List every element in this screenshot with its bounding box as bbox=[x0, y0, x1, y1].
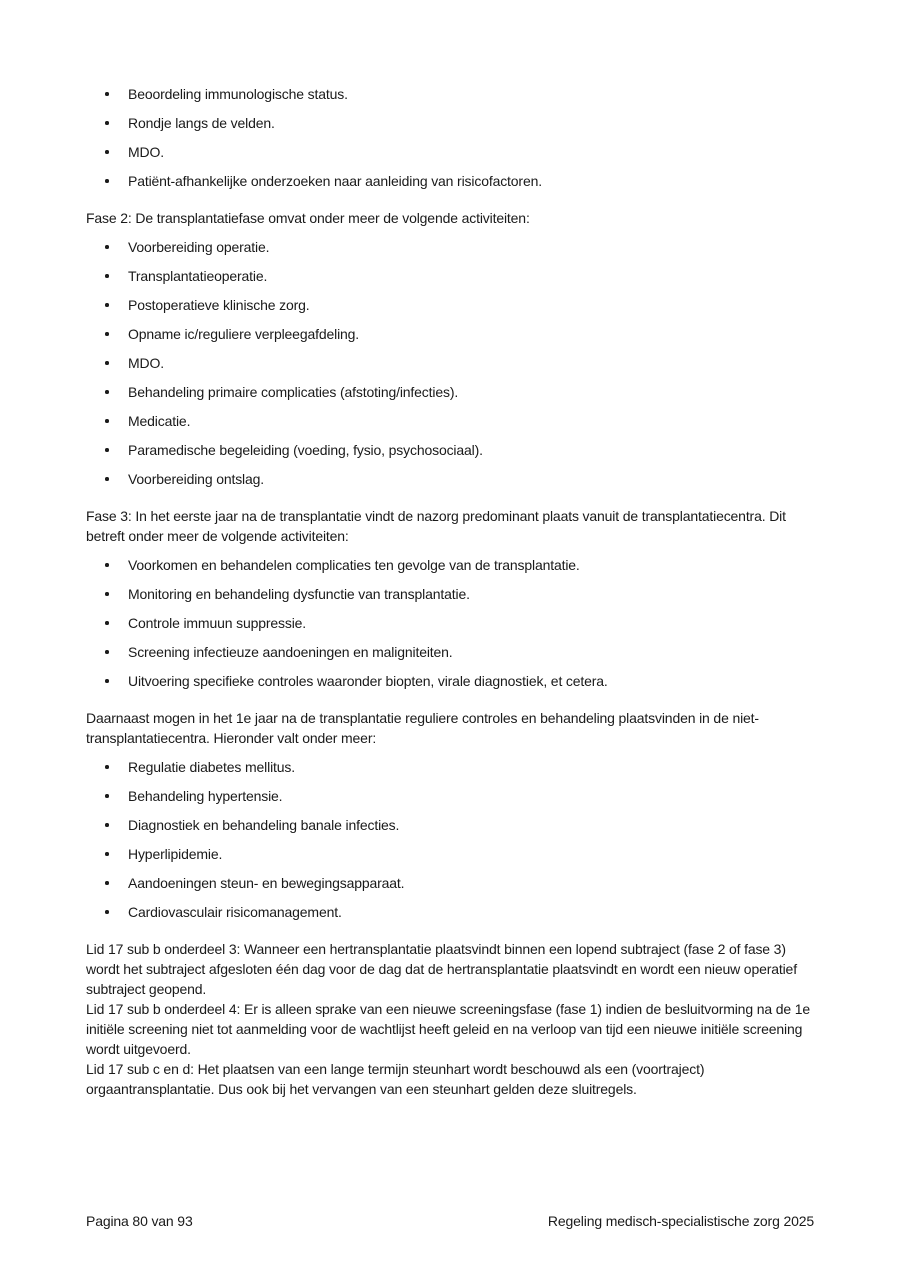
paragraph: Fase 2: De transplantatiefase omvat onder meer de volgende activiteiten: bbox=[86, 210, 530, 226]
list-item-text: MDO. bbox=[128, 144, 164, 160]
bullet-icon bbox=[105, 361, 109, 365]
bullet-icon bbox=[105, 150, 109, 154]
footer-document-title: Regeling medisch-specialistische zorg 2025 bbox=[547, 1213, 814, 1229]
list-item-text: Opname ic/reguliere verpleegafdeling. bbox=[128, 326, 360, 342]
list-item-text: Patiënt-afhankelijke onderzoeken naar aanleiding van risicofactoren. bbox=[128, 173, 542, 189]
footer-page-number: Pagina 80 van 93 bbox=[86, 1213, 193, 1229]
paragraph: Lid 17 sub b onderdeel 3: Wanneer een hertransplantatie plaatsvindt binnen een lopend subtraject (fase 2 of fase 3) wordt het subtraject afgesloten één dag voor de dag dat de hertransplantatie plaatsvindt en wordt een nieuw operatief subtraject geopend. bbox=[86, 941, 797, 997]
paragraph: Daarnaast mogen in het 1e jaar na de transplantatie reguliere controles en behandeling plaatsvinden in de niet-transplantatiecentra. Hieronder valt onder meer: bbox=[86, 710, 759, 746]
list-item-text: Aandoeningen steun- en bewegingsapparaat. bbox=[128, 875, 405, 891]
paragraph: Fase 3: In het eerste jaar na de transplantatie vindt de nazorg predominant plaats vanuit de transplantatiecentra. Dit betreft onder meer de volgende activiteiten: bbox=[86, 508, 786, 544]
bullet-icon bbox=[105, 794, 109, 798]
bullet-icon bbox=[105, 419, 109, 423]
bullet-list bbox=[86, 237, 814, 489]
list-item-text: Transplantatieoperatie. bbox=[128, 268, 268, 284]
bullet-icon bbox=[105, 852, 109, 856]
bullet-icon bbox=[105, 910, 109, 914]
bullet-icon bbox=[105, 92, 109, 96]
list-item bbox=[86, 266, 814, 286]
list-item bbox=[86, 324, 814, 344]
bullet-icon bbox=[105, 448, 109, 452]
bullet-icon bbox=[105, 563, 109, 567]
bullet-list bbox=[86, 84, 814, 191]
bullet-icon bbox=[105, 477, 109, 481]
list-item-text: Behandeling hypertensie. bbox=[128, 788, 283, 804]
list-item bbox=[86, 642, 814, 662]
list-item-text: Controle immuun suppressie. bbox=[128, 615, 307, 631]
list-item bbox=[86, 815, 814, 835]
list-item-text: Paramedische begeleiding (voeding, fysio, psychosociaal). bbox=[128, 442, 483, 458]
list-item-text: Diagnostiek en behandeling banale infecties. bbox=[128, 817, 400, 833]
list-item-text: Voorbereiding operatie. bbox=[128, 239, 270, 255]
document-body bbox=[86, 0, 814, 1099]
paragraph-group bbox=[86, 939, 814, 1099]
list-item bbox=[86, 411, 814, 431]
bullet-icon bbox=[105, 121, 109, 125]
list-item-text: Screening infectieuze aandoeningen en maligniteiten. bbox=[128, 644, 453, 660]
list-item-text: Voorbereiding ontslag. bbox=[128, 471, 265, 487]
bullet-list bbox=[86, 555, 814, 691]
list-item bbox=[86, 113, 814, 133]
list-item-text: MDO. bbox=[128, 355, 164, 371]
list-item-text: Behandeling primaire complicaties (afstoting/infecties). bbox=[128, 384, 459, 400]
bullet-icon bbox=[105, 303, 109, 307]
list-item-text: Rondje langs de velden. bbox=[128, 115, 275, 131]
bullet-list bbox=[86, 757, 814, 922]
list-item-text: Postoperatieve klinische zorg. bbox=[128, 297, 310, 313]
paragraph: Lid 17 sub b onderdeel 4: Er is alleen sprake van een nieuwe screeningsfase (fase 1) indien de besluitvorming na de 1e initiële screening niet tot aanmelding voor de wachtlijst heeft geleid en na verloop van tijd een nieuwe initiële screening wordt uitgevoerd. bbox=[86, 1001, 810, 1057]
list-item bbox=[86, 353, 814, 373]
list-item bbox=[86, 902, 814, 922]
bullet-icon bbox=[105, 332, 109, 336]
list-item bbox=[86, 873, 814, 893]
list-item bbox=[86, 237, 814, 257]
list-item-text: Cardiovasculair risicomanagement. bbox=[128, 904, 342, 920]
list-item-text: Hyperlipidemie. bbox=[128, 846, 223, 862]
list-item-text: Medicatie. bbox=[128, 413, 191, 429]
bullet-icon bbox=[105, 679, 109, 683]
list-item bbox=[86, 613, 814, 633]
page-footer bbox=[86, 1211, 814, 1231]
bullet-icon bbox=[105, 621, 109, 625]
bullet-icon bbox=[105, 592, 109, 596]
list-item-text: Beoordeling immunologische status. bbox=[128, 86, 348, 102]
list-item bbox=[86, 844, 814, 864]
list-item-text: Uitvoering specifieke controles waaronder biopten, virale diagnostiek, et cetera. bbox=[128, 673, 608, 689]
list-item bbox=[86, 295, 814, 315]
list-item bbox=[86, 757, 814, 777]
list-item bbox=[86, 555, 814, 575]
bullet-icon bbox=[105, 274, 109, 278]
list-item bbox=[86, 671, 814, 691]
bullet-icon bbox=[105, 823, 109, 827]
bullet-icon bbox=[105, 765, 109, 769]
paragraph: Lid 17 sub c en d: Het plaatsen van een lange termijn steunhart wordt beschouwd als een (voortraject) orgaantransplantatie. Dus ook bij het vervangen van een steunhart gelden deze sluitregels. bbox=[86, 1061, 705, 1097]
list-item bbox=[86, 584, 814, 604]
list-item bbox=[86, 382, 814, 402]
list-item bbox=[86, 142, 814, 162]
list-item bbox=[86, 171, 814, 191]
bullet-icon bbox=[105, 245, 109, 249]
bullet-icon bbox=[105, 390, 109, 394]
list-item-text: Monitoring en behandeling dysfunctie van transplantatie. bbox=[128, 586, 470, 602]
list-item bbox=[86, 440, 814, 460]
bullet-icon bbox=[105, 881, 109, 885]
list-item bbox=[86, 84, 814, 104]
bullet-icon bbox=[105, 650, 109, 654]
bullet-icon bbox=[105, 179, 109, 183]
list-item bbox=[86, 786, 814, 806]
list-item-text: Regulatie diabetes mellitus. bbox=[128, 759, 296, 775]
list-item bbox=[86, 469, 814, 489]
list-item-text: Voorkomen en behandelen complicaties ten gevolge van de transplantatie. bbox=[128, 557, 580, 573]
